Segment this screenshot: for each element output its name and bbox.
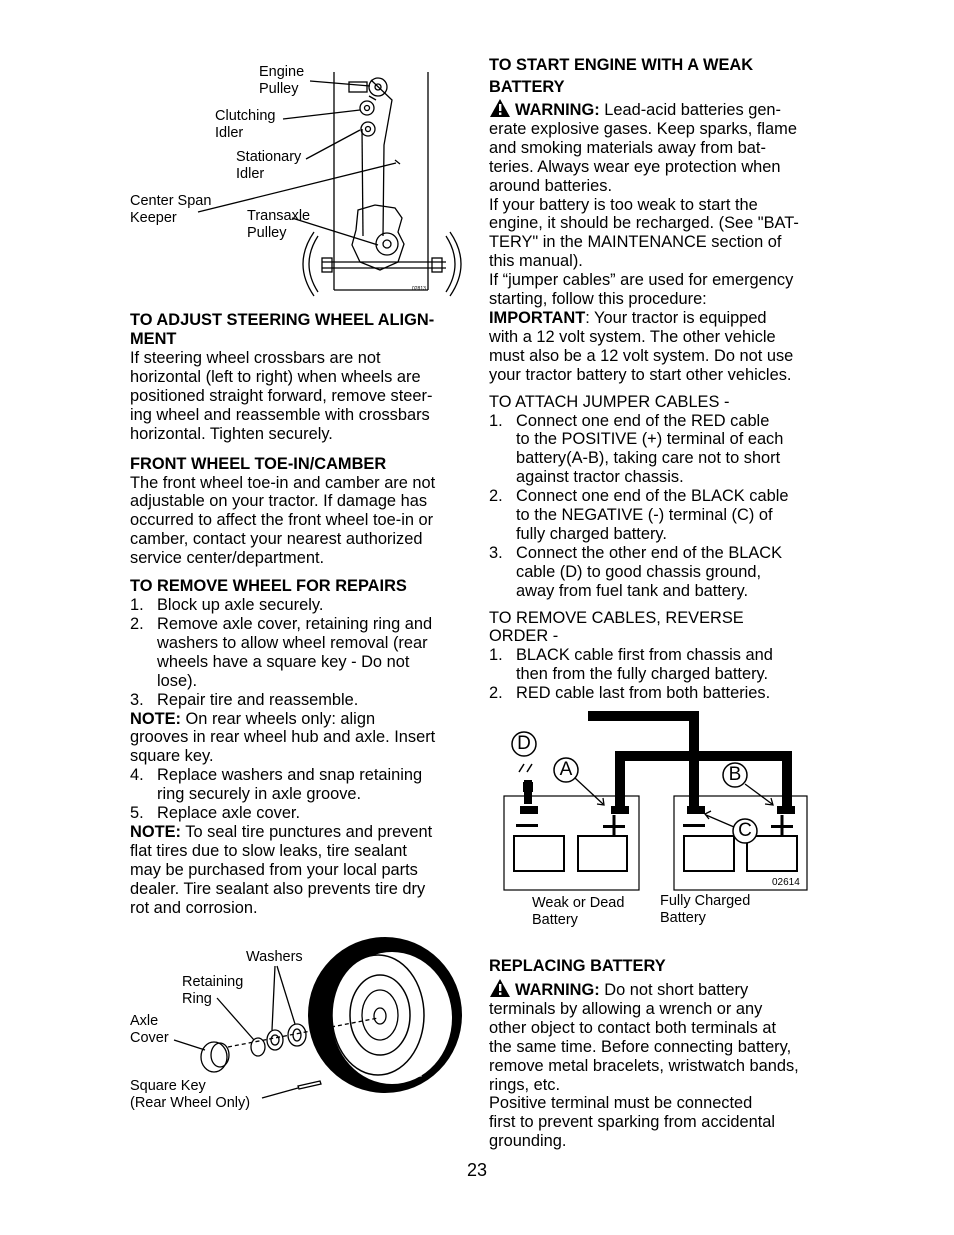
remove-cables-heading: TO REMOVE CABLES, REVERSE ORDER -: [489, 608, 744, 646]
label-transaxle-pulley: Transaxle Pulley: [247, 208, 311, 241]
weak-battery-heading: TO START ENGINE WITH A WEAK BATTERY: [489, 56, 754, 96]
label-clutching-idler: Clutching Idler: [215, 108, 276, 141]
label-d: D: [517, 733, 531, 754]
list-item: 1. Connect one end of the RED cable to the POSITIVE (+) terminal of each battery(A-B), taking care not to short against tractor chassis.: [489, 411, 784, 487]
jumper-cables-text: If “jumper cables” are used for emergency starting, follow this procedure:: [489, 271, 794, 309]
list-item: 4. Replace washers and snap retaining ring securely in axle groove.: [130, 766, 423, 804]
toe-in-heading: FRONT WHEEL TOE-IN/CAMBER: [130, 454, 387, 473]
label-b: B: [728, 764, 742, 785]
label-engine-pulley: Engine Pulley: [259, 64, 305, 97]
list-item: 1. Block up axle securely.: [130, 596, 324, 615]
warning-short-terminals: WARNING: Do not short battery terminals by allowing a wrench or any other object to contact both terminals at the same time. Before connecting battery, remove metal bracelets, wristwatch bands, rings, etc.: [489, 978, 834, 1094]
list-item: 2. Remove axle cover, retaining ring and washers to allow wheel removal (rear wheels have a square key - Do not lose).: [130, 614, 433, 690]
replacing-battery-section: [489, 957, 834, 1151]
belt-diagram-code: 02813: [412, 286, 426, 292]
label-stationary-idler: Stationary Idler: [236, 149, 302, 182]
label-axle-cover: Axle Cover: [130, 1013, 169, 1046]
page-number: 23: [466, 1160, 488, 1180]
replacing-heading: REPLACING BATTERY: [489, 957, 666, 975]
label-retaining-ring: Retaining Ring: [182, 974, 244, 1007]
label-washers: Washers: [246, 949, 303, 965]
important-note: IMPORTANT: Your tractor is equipped with a 12 volt system. The other vehicle must also be a 12 volt system. Do not use your tractor battery to start other vehicles.: [489, 308, 794, 384]
list-item: 5. Replace axle cover.: [130, 804, 301, 823]
note-rear-wheels: NOTE: On rear wheels only: align grooves in rear wheel hub and axle. Insert square key.: [130, 709, 436, 766]
warning-explosive-gases: WARNING: Lead-acid batteries gen- erate explosive gases. Keep sparks, flame and smoking materials away from bat- teries. Always wear eye protection when around batteries.: [489, 98, 834, 196]
label-c: C: [738, 820, 752, 841]
list-item: 3. Repair tire and reassemble.: [130, 690, 359, 709]
remove-wheel-heading: TO REMOVE WHEEL FOR REPAIRS: [130, 577, 407, 596]
list-item: 3. Connect the other end of the BLACK cable (D) to good chassis ground, away from fuel tank and battery.: [489, 543, 783, 600]
battery-diagram-code: 02614: [772, 877, 800, 888]
steering-body: If steering wheel crossbars are not horizontal (left to right) when wheels are positioned straight forward, remove steer- ing wheel and reassemble with crossbars horizontal. Tighten securely.: [130, 349, 433, 443]
toe-in-body: The front wheel toe-in and camber are not adjustable on your tractor. If damage has occurred to affect the front wheel toe-in or camber, contact your nearest authorized service center/department.: [130, 473, 436, 568]
wheel-diagram-code: 02825: [408, 1073, 422, 1079]
label-weak-battery: Weak or Dead Battery: [532, 895, 625, 928]
note-tire-sealant: NOTE: To seal tire punctures and prevent flat tires due to slow leaks, tire sealant may be purchased from your local parts dealer. Tire sealant also prevents tire dry rot and corrosion.: [130, 822, 433, 917]
label-square-key: Square Key (Rear Wheel Only): [130, 1078, 251, 1111]
list-item: 2. RED cable last from both batteries.: [489, 684, 771, 703]
steering-heading: TO ADJUST STEERING WHEEL ALIGN- MENT: [130, 311, 435, 348]
label-fully-charged-battery: Fully Charged Battery: [660, 893, 751, 926]
list-item: 2. Connect one end of the BLACK cable to the NEGATIVE (-) terminal (C) of fully charged battery.: [489, 487, 789, 543]
warning-icon: [489, 978, 511, 998]
label-center-span-keeper: Center Span Keeper: [130, 193, 212, 226]
attach-heading: TO ATTACH JUMPER CABLES -: [489, 392, 730, 411]
list-item: 1. BLACK cable first from chassis and then from the fully charged battery.: [489, 646, 773, 684]
positive-terminal-text: Positive terminal must be connected first to prevent sparking from accidental grounding.: [489, 1094, 776, 1151]
label-a: A: [559, 759, 573, 780]
recharge-text: If your battery is too weak to start the engine, it should be recharged. (See "BAT- TERY" in the MAINTENANCE section of this manual).: [489, 195, 799, 271]
